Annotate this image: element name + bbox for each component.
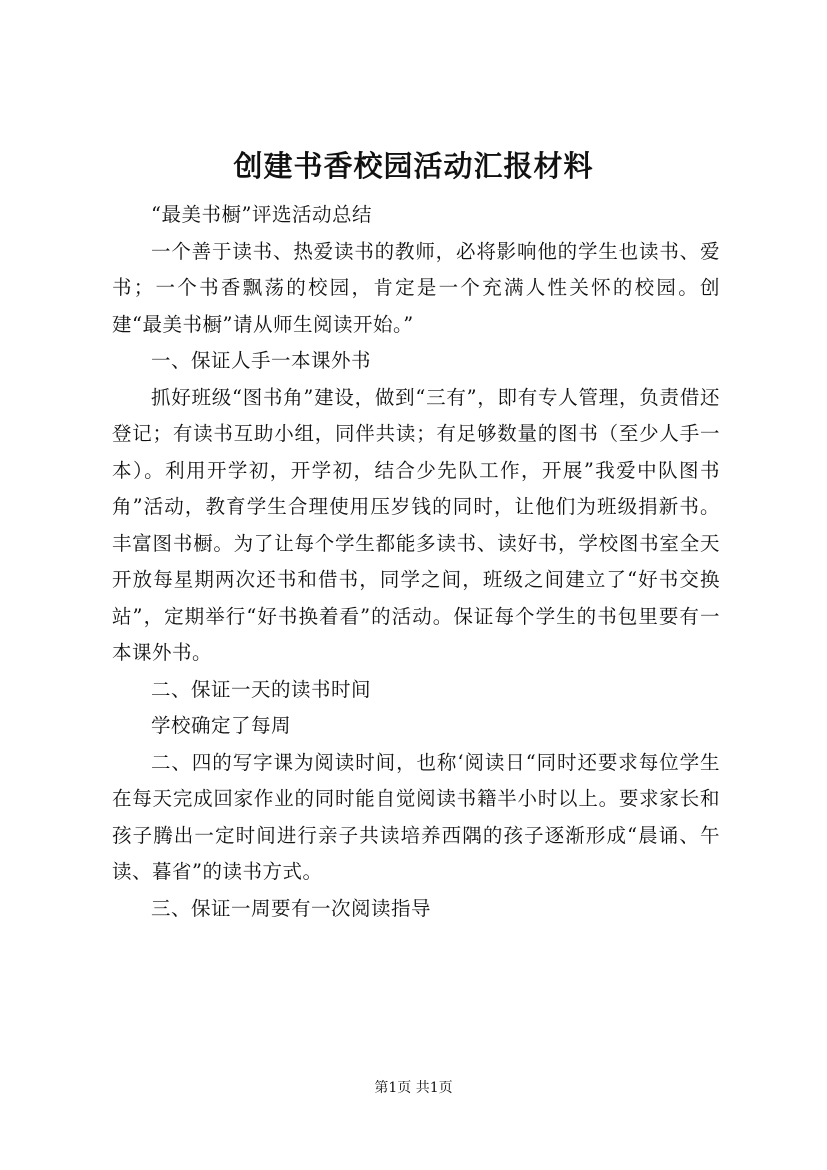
paragraph-section-1: 抓好班级“图书角”建设，做到“三有”，即有专人管理，负责借还登记；有读书互助小组，同伴共读；有足够数量的图书（至少人手一本）。利用开学初，开学初，结合少先队工作，开展”我爱中队图书角”活动，教育学生合理使用压岁钱的同时，让他们为班级捐新书。丰富图书橱。为了让每个学生都能多读书、读好书，学校图书室全天开放每星期两次还书和借书，同学之间，班级之间建立了“好书交换站”，定期举行“好书换着看”的活动。保证每个学生的书包里要有一本课外书。 <box>112 385 720 664</box>
paragraph-subtitle: “最美书橱”评选活动总结 <box>151 203 372 226</box>
page-footer: 第1页 共1页 <box>374 1080 453 1096</box>
section-heading-2: 二、保证一天的读书时间 <box>151 677 372 701</box>
document-title: 创建书香校园活动汇报材料 <box>233 149 594 183</box>
document-body <box>112 197 720 927</box>
paragraph-section-2a: 学校确定了每周 <box>151 714 292 737</box>
paragraph-section-2b: 二、四的写字课为阅读时间，也称‘阅读日“同时还要求每位学生在每天完成回家作业的同时能自觉阅读书籍半小时以上。要求家长和孩子腾出一定时间进行亲子共读培养西隅的孩子逐渐形成“晨诵、午读、暮省”的读书方式。 <box>112 750 720 883</box>
section-heading-1: 一、保证人手一本课外书 <box>151 349 372 372</box>
section-heading-3: 三、保证一周要有一次阅读指导 <box>151 896 432 920</box>
paragraph-intro: 一个善于读书、热爱读书的教师，必将影响他的学生也读书、爱书；一个书香飘荡的校园，肯定是一个充满人性关怀的校园。创建“最美书橱”请从师生阅读开始。” <box>112 239 720 336</box>
